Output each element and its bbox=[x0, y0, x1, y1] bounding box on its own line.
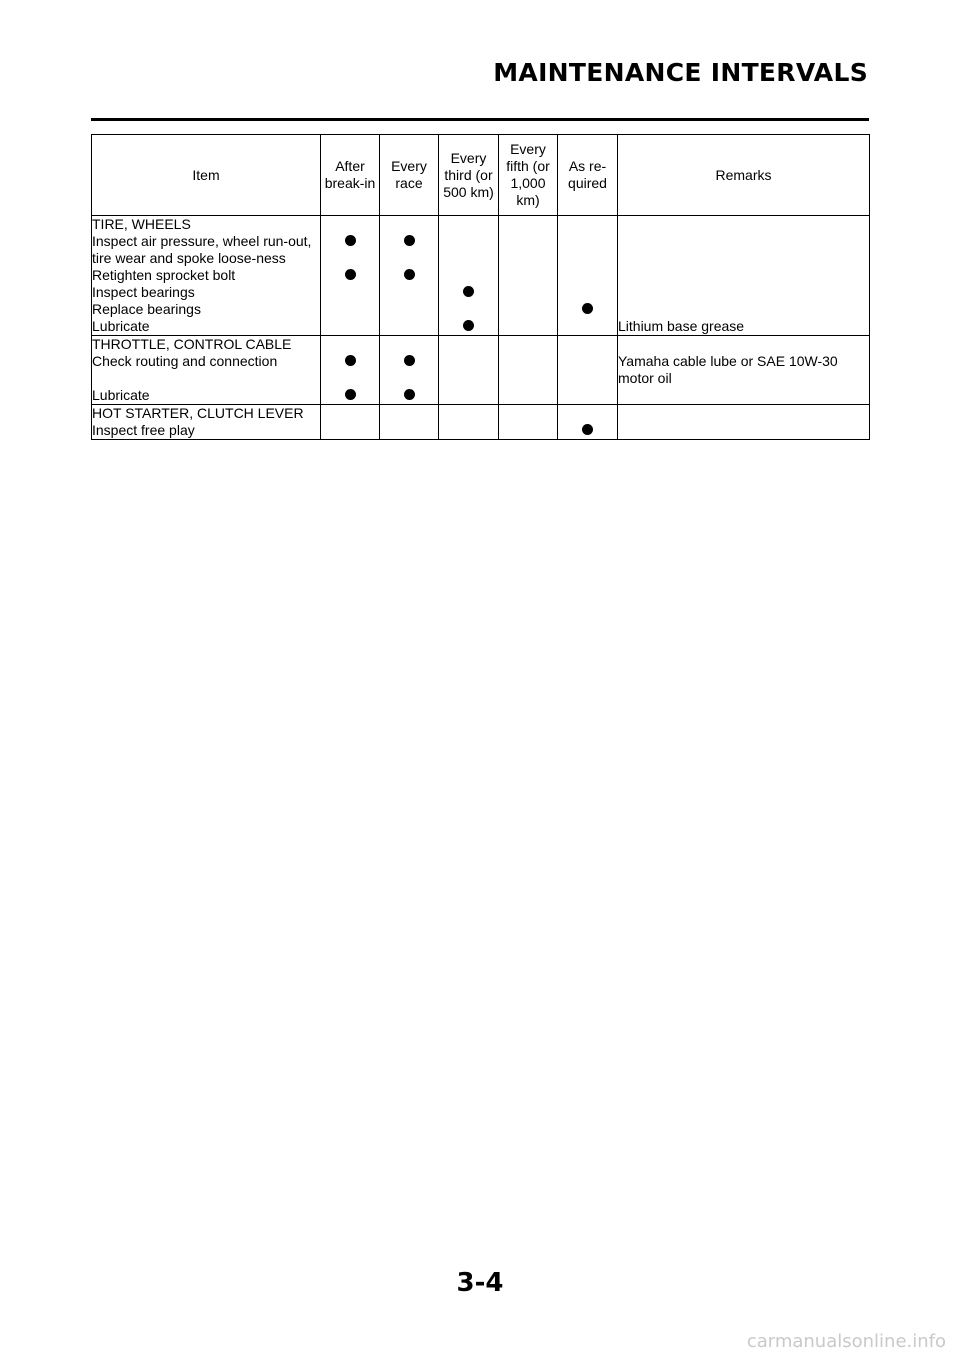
interval-cell bbox=[380, 233, 439, 267]
interval-cell bbox=[321, 353, 380, 387]
column-header: As re-quired bbox=[558, 135, 618, 216]
table-row bbox=[92, 301, 870, 318]
interval-cell bbox=[439, 336, 499, 354]
bullet-icon bbox=[463, 320, 474, 331]
bullet-icon bbox=[404, 269, 415, 280]
interval-cell bbox=[499, 336, 558, 354]
remarks-cell bbox=[618, 216, 870, 234]
interval-cell bbox=[499, 284, 558, 301]
interval-cell bbox=[380, 216, 439, 234]
item-label: Lubricate bbox=[92, 387, 321, 405]
table-group-row bbox=[92, 216, 870, 234]
watermark: carmanualsonline.info bbox=[746, 1331, 946, 1352]
bullet-icon bbox=[582, 424, 593, 435]
interval-cell bbox=[558, 216, 618, 234]
interval-cell bbox=[321, 422, 380, 440]
interval-cell bbox=[439, 318, 499, 336]
interval-cell bbox=[558, 387, 618, 405]
table-row bbox=[92, 318, 870, 336]
bullet-icon bbox=[463, 286, 474, 297]
remarks-cell: Yamaha cable lube or SAE 10W-30 motor oil bbox=[618, 353, 870, 387]
table-group-row bbox=[92, 336, 870, 354]
interval-cell bbox=[499, 353, 558, 387]
interval-cell bbox=[321, 216, 380, 234]
interval-cell bbox=[558, 284, 618, 301]
bullet-icon bbox=[404, 389, 415, 400]
interval-cell bbox=[439, 301, 499, 318]
remarks-cell bbox=[618, 387, 870, 405]
bullet-icon bbox=[345, 389, 356, 400]
table-row bbox=[92, 353, 870, 387]
interval-cell bbox=[558, 267, 618, 284]
interval-cell bbox=[321, 387, 380, 405]
group-label: THROTTLE, CONTROL CABLE bbox=[92, 336, 321, 354]
group-label: HOT STARTER, CLUTCH LEVER bbox=[92, 405, 321, 423]
interval-cell bbox=[499, 422, 558, 440]
interval-cell bbox=[439, 233, 499, 267]
item-label: Lubricate bbox=[92, 318, 321, 336]
bullet-icon bbox=[345, 235, 356, 246]
table-row bbox=[92, 267, 870, 284]
item-label: Inspect free play bbox=[92, 422, 321, 440]
column-header: Every race bbox=[380, 135, 439, 216]
column-header: Item bbox=[92, 135, 321, 216]
maintenance-table bbox=[91, 134, 870, 440]
interval-cell bbox=[321, 336, 380, 354]
group-label: TIRE, WHEELS bbox=[92, 216, 321, 234]
interval-cell bbox=[558, 405, 618, 423]
interval-cell bbox=[439, 422, 499, 440]
interval-cell bbox=[321, 405, 380, 423]
remarks-cell bbox=[618, 284, 870, 301]
column-header: After break-in bbox=[321, 135, 380, 216]
interval-cell bbox=[380, 284, 439, 301]
interval-cell bbox=[439, 387, 499, 405]
interval-cell bbox=[558, 336, 618, 354]
interval-cell bbox=[380, 387, 439, 405]
interval-cell bbox=[499, 318, 558, 336]
page-number: 3-4 bbox=[456, 1268, 504, 1298]
remarks-cell bbox=[618, 336, 870, 354]
bullet-icon bbox=[345, 269, 356, 280]
interval-cell bbox=[499, 301, 558, 318]
table-row bbox=[92, 422, 870, 440]
table-row bbox=[92, 233, 870, 267]
interval-cell bbox=[380, 353, 439, 387]
interval-cell bbox=[439, 284, 499, 301]
title-rule bbox=[91, 118, 869, 121]
table-row bbox=[92, 387, 870, 405]
column-header: Every third (or 500 km) bbox=[439, 135, 499, 216]
table-header-row bbox=[92, 135, 870, 216]
remarks-cell bbox=[618, 301, 870, 318]
interval-cell bbox=[380, 267, 439, 284]
interval-cell bbox=[380, 318, 439, 336]
item-label: Check routing and connection bbox=[92, 353, 321, 387]
bullet-icon bbox=[404, 355, 415, 366]
interval-cell bbox=[499, 233, 558, 267]
bullet-icon bbox=[582, 303, 593, 314]
column-header: Remarks bbox=[618, 135, 870, 216]
interval-cell bbox=[380, 405, 439, 423]
remarks-cell bbox=[618, 267, 870, 284]
page-title: MAINTENANCE INTERVALS bbox=[493, 58, 868, 87]
interval-cell bbox=[439, 267, 499, 284]
interval-cell bbox=[439, 353, 499, 387]
remarks-cell bbox=[618, 233, 870, 267]
interval-cell bbox=[321, 233, 380, 267]
remarks-cell: Lithium base grease bbox=[618, 318, 870, 336]
interval-cell bbox=[558, 422, 618, 440]
item-label: Inspect air pressure, wheel run-out, tire wear and spoke loose-ness bbox=[92, 233, 321, 267]
table-row bbox=[92, 284, 870, 301]
interval-cell bbox=[321, 267, 380, 284]
column-header: Every fifth (or 1,000 km) bbox=[499, 135, 558, 216]
table-group-row bbox=[92, 405, 870, 423]
interval-cell bbox=[321, 284, 380, 301]
interval-cell bbox=[558, 301, 618, 318]
interval-cell bbox=[558, 353, 618, 387]
interval-cell bbox=[380, 301, 439, 318]
interval-cell bbox=[499, 216, 558, 234]
interval-cell bbox=[499, 405, 558, 423]
item-label: Inspect bearings bbox=[92, 284, 321, 301]
interval-cell bbox=[499, 387, 558, 405]
remarks-cell bbox=[618, 422, 870, 440]
interval-cell bbox=[321, 318, 380, 336]
item-label: Retighten sprocket bolt bbox=[92, 267, 321, 284]
remarks-cell bbox=[618, 405, 870, 423]
interval-cell bbox=[439, 216, 499, 234]
interval-cell bbox=[558, 233, 618, 267]
item-label: Replace bearings bbox=[92, 301, 321, 318]
interval-cell bbox=[558, 318, 618, 336]
interval-cell bbox=[321, 301, 380, 318]
interval-cell bbox=[380, 336, 439, 354]
bullet-icon bbox=[345, 355, 356, 366]
interval-cell bbox=[499, 267, 558, 284]
bullet-icon bbox=[404, 235, 415, 246]
interval-cell bbox=[380, 422, 439, 440]
interval-cell bbox=[439, 405, 499, 423]
